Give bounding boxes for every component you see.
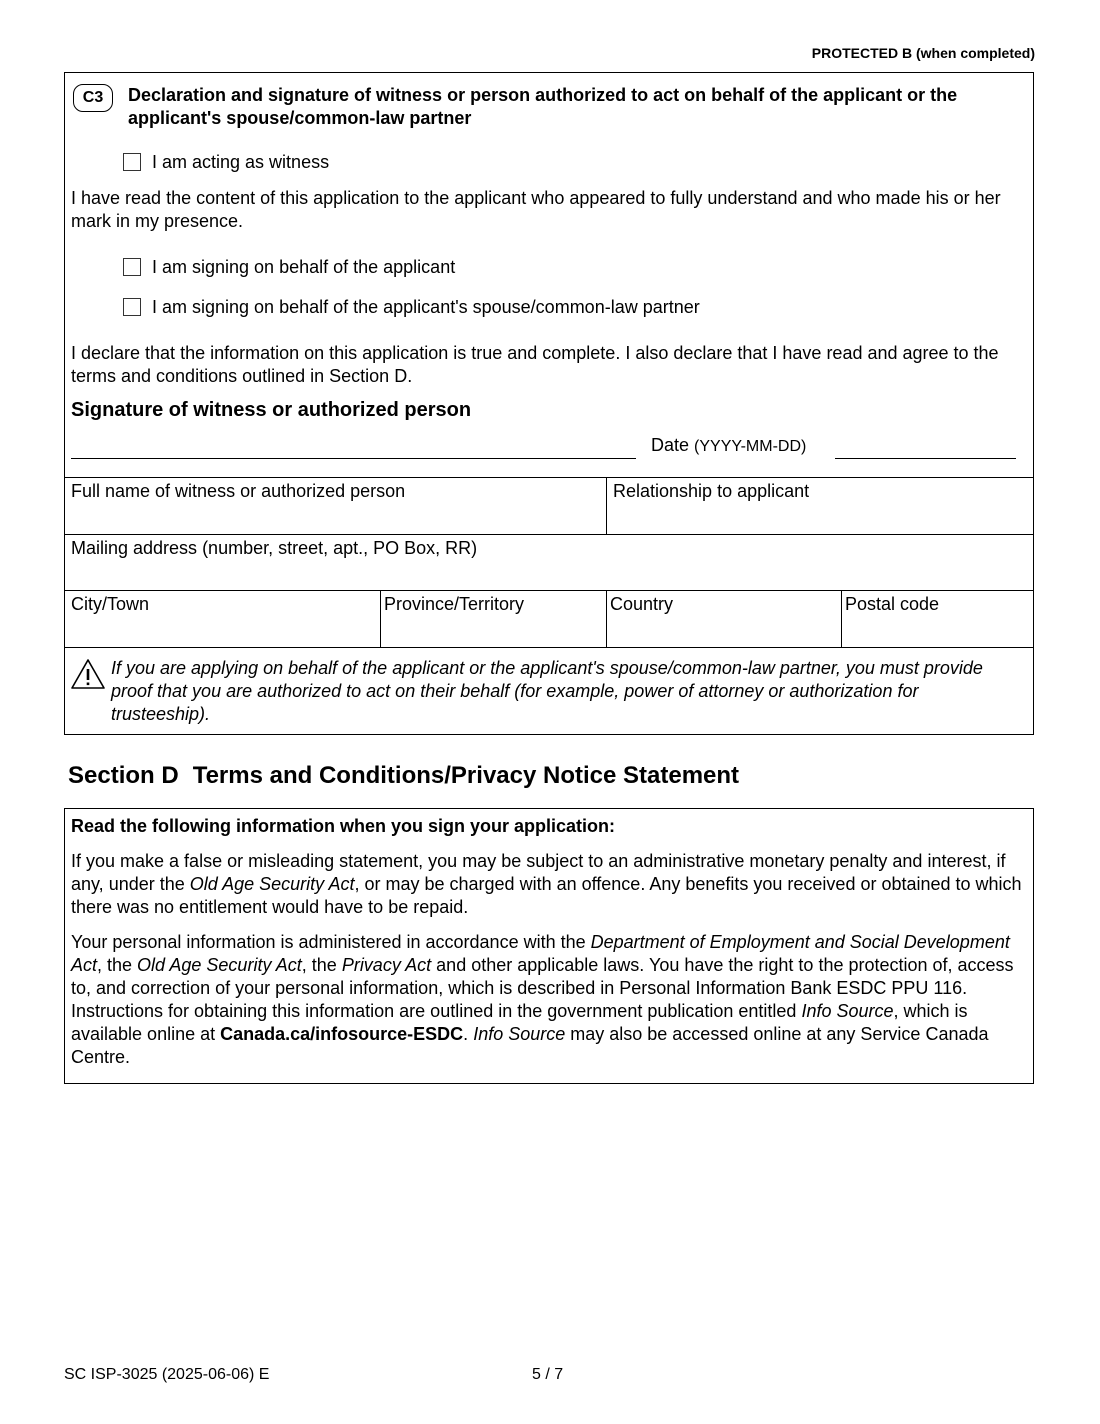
- terms-heading: Read the following information when you sign your application:: [71, 816, 616, 836]
- signature-line[interactable]: [71, 458, 636, 459]
- text-run: , the: [301, 955, 342, 975]
- publication-title: Info Source: [473, 1024, 566, 1044]
- city-cell: [65, 591, 380, 648]
- publication-title: Info Source: [801, 1001, 894, 1021]
- privacy-paragraph: [71, 931, 1031, 1069]
- date-line[interactable]: [835, 458, 1016, 459]
- date-format: (YYYY-MM-DD): [694, 438, 807, 455]
- postal-code-field[interactable]: [848, 621, 1027, 645]
- section-heading: Declaration and signature of witness or person authorized to act on behalf of the applicant or the applicant's spouse/common-law partner: [128, 85, 958, 128]
- text-run: and other applicable laws. You have the right to the protection of, access to, and correction of your personal information, which is described in Personal Information Bank ESDC PPU 116. Instructions for obtaining this information are outlined in the government publication entitled: [71, 955, 1014, 1021]
- relationship-label: Relationship to applicant: [613, 481, 810, 501]
- signature-title: Signature of witness or authorized person: [71, 399, 472, 421]
- witness-checkbox-label: I am acting as witness: [152, 152, 330, 172]
- terms-box: [64, 808, 1034, 1084]
- text-run: , the: [97, 955, 138, 975]
- mailing-address-cell: [65, 535, 1033, 592]
- warning-text: If you are applying on behalf of the applicant or the applicant's spouse/common-law partner, you must provide proof that you are authorized to act on their behalf (for example, power of attorney or authorization for trusteeship).: [111, 658, 983, 724]
- section-badge: C3: [73, 84, 113, 112]
- postal-code-label: Postal code: [845, 594, 940, 614]
- postal-code-cell: [841, 591, 1033, 648]
- country-field[interactable]: [613, 621, 835, 645]
- province-field[interactable]: [387, 621, 600, 645]
- warning-icon: [70, 658, 106, 690]
- full-name-cell: [65, 478, 606, 535]
- text-run: , which is available online at: [71, 1001, 968, 1044]
- applicant-option[interactable]: [123, 256, 455, 278]
- spouse-option[interactable]: [123, 296, 700, 318]
- infosource-link[interactable]: Canada.ca/infosource-ESDC: [220, 1024, 464, 1044]
- mailing-address-label: Mailing address (number, street, apt., PO Box, RR): [71, 538, 478, 558]
- full-name-field[interactable]: [71, 508, 600, 532]
- city-row: [65, 590, 1033, 648]
- spouse-checkbox-label: I am signing on behalf of the applicant's spouse/common-law partner: [152, 297, 700, 317]
- address-row: [65, 534, 1033, 592]
- text-run: , or may be charged with an offence. Any benefits you received or obtained to which there was no entitlement would have to be repaid.: [71, 874, 1022, 917]
- city-label: City/Town: [71, 594, 150, 614]
- date-label-text: Date: [651, 435, 690, 455]
- text-run: .: [463, 1024, 474, 1044]
- country-label: Country: [610, 594, 674, 614]
- spouse-checkbox[interactable]: [123, 298, 141, 316]
- section-d-heading: Terms and Conditions/Privacy Notice Statement: [192, 762, 740, 789]
- section-d-title: [68, 762, 739, 790]
- act-title: Privacy Act: [341, 955, 432, 975]
- witness-option[interactable]: [123, 151, 329, 173]
- date-label: [651, 434, 806, 458]
- form-id: SC ISP-3025 (2025-06-06) E: [64, 1366, 270, 1383]
- full-name-label: Full name of witness or authorized person: [71, 481, 406, 501]
- page-number: 5 / 7: [532, 1366, 564, 1383]
- country-cell: [606, 591, 841, 648]
- applicant-checkbox-label: I am signing on behalf of the applicant: [152, 257, 456, 277]
- false-statement-paragraph: [71, 850, 1031, 919]
- city-field[interactable]: [71, 621, 374, 645]
- text-run: If you make a false or misleading statement, you may be subject to an administrative monetary penalty and interest, if any, under the: [71, 851, 1006, 894]
- declaration-text: I declare that the information on this application is true and complete. I also declare that I have read and agree to the terms and conditions outlined in Section D.: [71, 343, 999, 386]
- name-relationship-row: [65, 477, 1033, 535]
- province-cell: [380, 591, 606, 648]
- text-run: may also be accessed online at any Service Canada Centre.: [71, 1024, 989, 1067]
- relationship-cell: [606, 478, 1033, 535]
- section-d-label: Section D: [68, 762, 179, 789]
- act-title: Old Age Security Act: [189, 874, 355, 894]
- protected-label: PROTECTED B (when completed): [811, 45, 1035, 61]
- act-title: Old Age Security Act: [137, 955, 302, 975]
- applicant-checkbox[interactable]: [123, 258, 141, 276]
- warning-note: [65, 647, 1033, 736]
- section-c3-box: [64, 72, 1034, 735]
- province-label: Province/Territory: [384, 594, 525, 614]
- witness-checkbox[interactable]: [123, 153, 141, 171]
- act-title: Department of Employment and Social Development Act: [71, 932, 1010, 975]
- witness-statement: I have read the content of this application to the applicant who appeared to fully understand and who made his or her mark in my presence.: [71, 188, 1001, 231]
- relationship-field[interactable]: [613, 508, 1027, 532]
- text-run: Your personal information is administered in accordance with the: [71, 932, 591, 952]
- mailing-address-field[interactable]: [71, 565, 1027, 589]
